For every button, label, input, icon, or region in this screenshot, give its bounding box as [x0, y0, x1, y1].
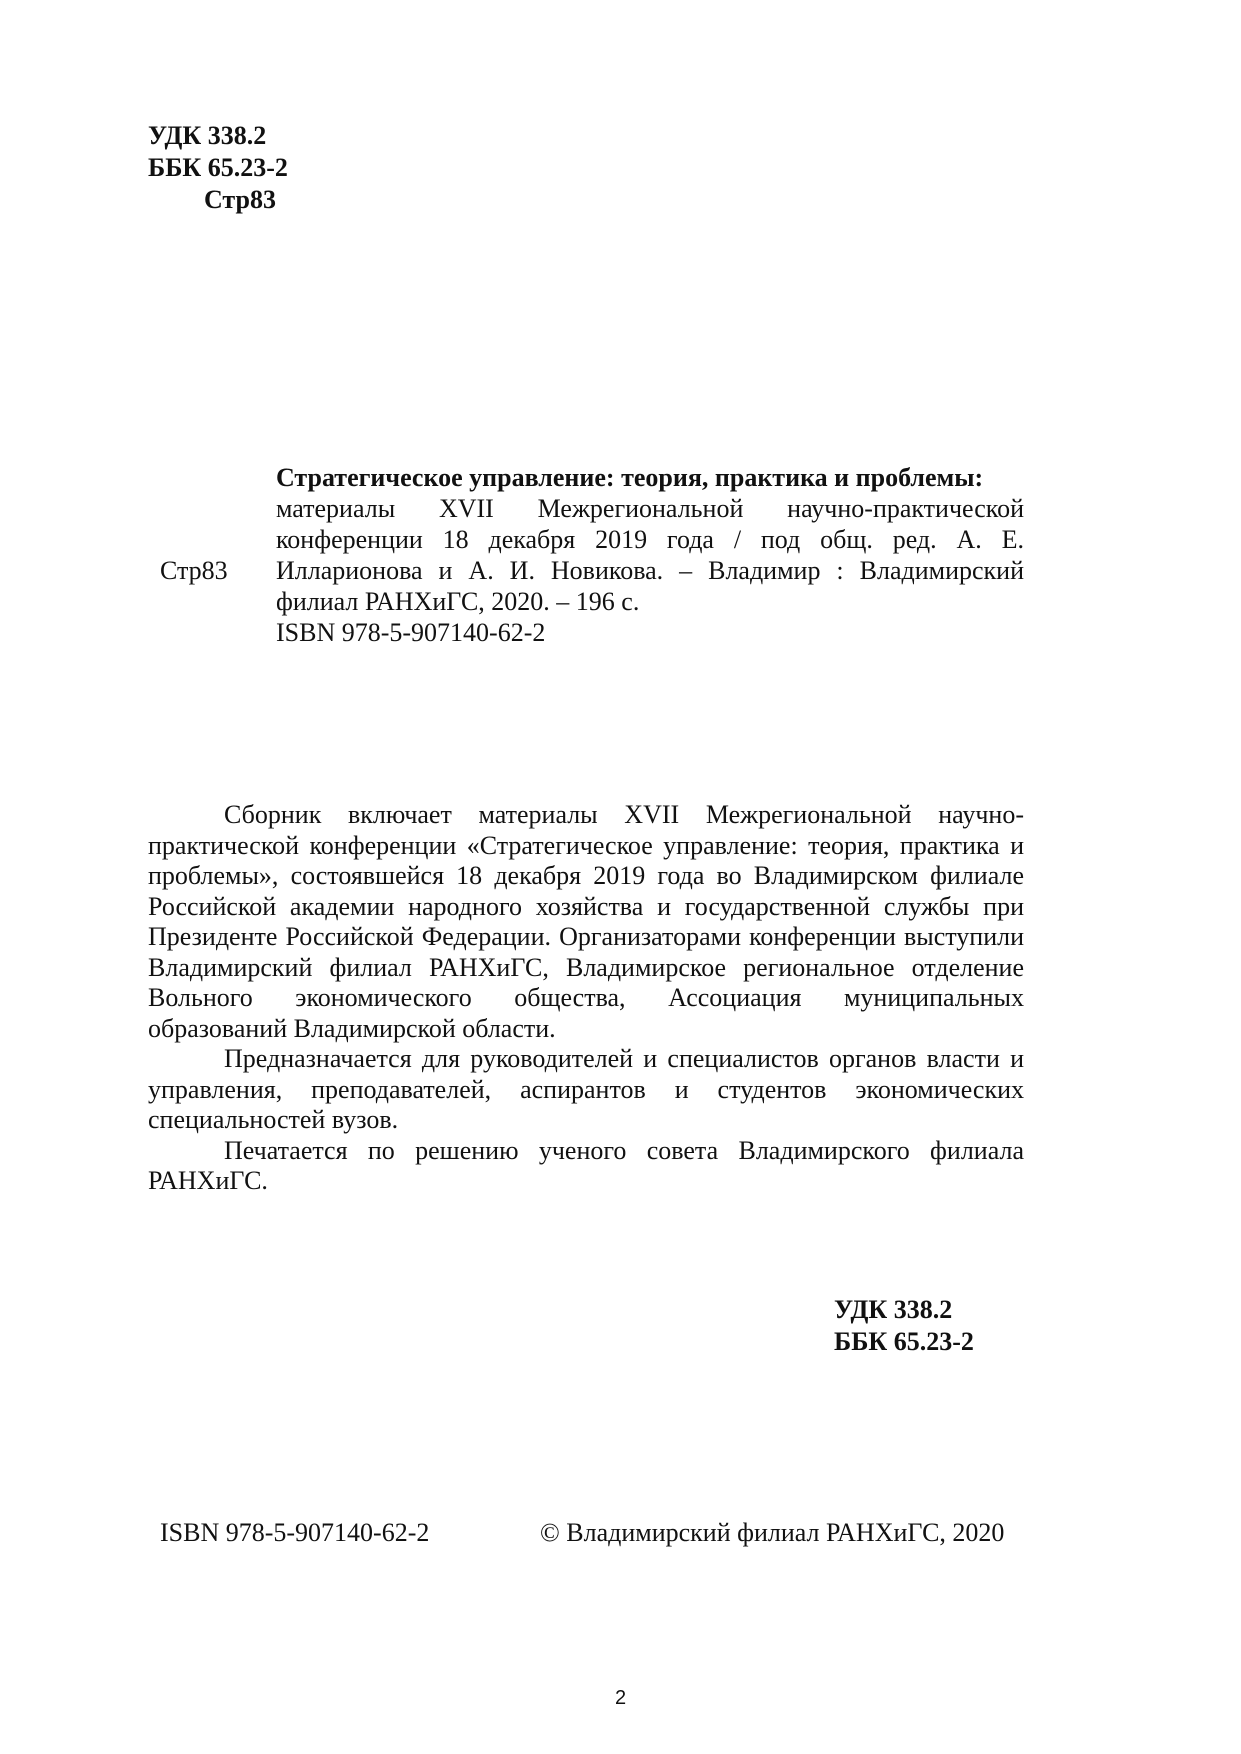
copyright-notice: © Владимирский филиал РАНХиГС, 2020 — [540, 1518, 1005, 1547]
book-title: Стратегическое управление: теория, практика и проблемы: — [276, 463, 984, 492]
book-description: материалы XVII Межрегиональной научно-практической конференции 18 декабря 2019 года / под общ. ред. А. Е. Илларионова и А. И. Новикова. – Владимир : Владимирский филиал РАНХиГС, 2020. – 196 с. — [276, 494, 1024, 616]
classification-codes-top — [148, 120, 288, 216]
classification-codes-bottom — [834, 1294, 974, 1358]
annotation-paragraph: Сборник включает материалы XVII Межрегиональной научно-практической конференции «Стратегическое управление: теория, практика и проблемы», состоявшейся 18 декабря 2019 года во Владимирском филиале Российской академии народного хозяйства и государственной службы при Президенте Российской Федерации. Организаторами конференции выступили Владимирский филиал РАНХиГС, Владимирское региональное отделение Вольного экономического общества, Ассоциация муниципальных образований Владимирской области. — [148, 800, 1024, 1043]
author-mark: Стр83 — [204, 185, 276, 214]
bbk-code: ББК 65.23-2 — [148, 153, 288, 182]
annotation-paragraph: Печатается по решению ученого совета Владимирского филиала РАНХиГС. — [148, 1135, 1024, 1195]
udk-code-bottom: УДК 338.2 — [834, 1295, 953, 1324]
bbk-code-bottom: ББК 65.23-2 — [834, 1327, 974, 1356]
record-isbn: ISBN 978-5-907140-62-2 — [276, 618, 546, 647]
udk-code: УДК 338.2 — [148, 121, 267, 150]
page-number: 2 — [614, 1687, 627, 1709]
annotation — [148, 800, 1024, 1197]
bibliographic-record — [276, 462, 1024, 648]
author-mark-side: Стр83 — [160, 556, 228, 585]
annotation-paragraph: Предназначается для руководителей и специалистов органов власти и управления, преподавателей, аспирантов и студентов экономических специальностей вузов. — [148, 1044, 1024, 1134]
imprint-isbn: ISBN 978-5-907140-62-2 — [160, 1518, 430, 1547]
